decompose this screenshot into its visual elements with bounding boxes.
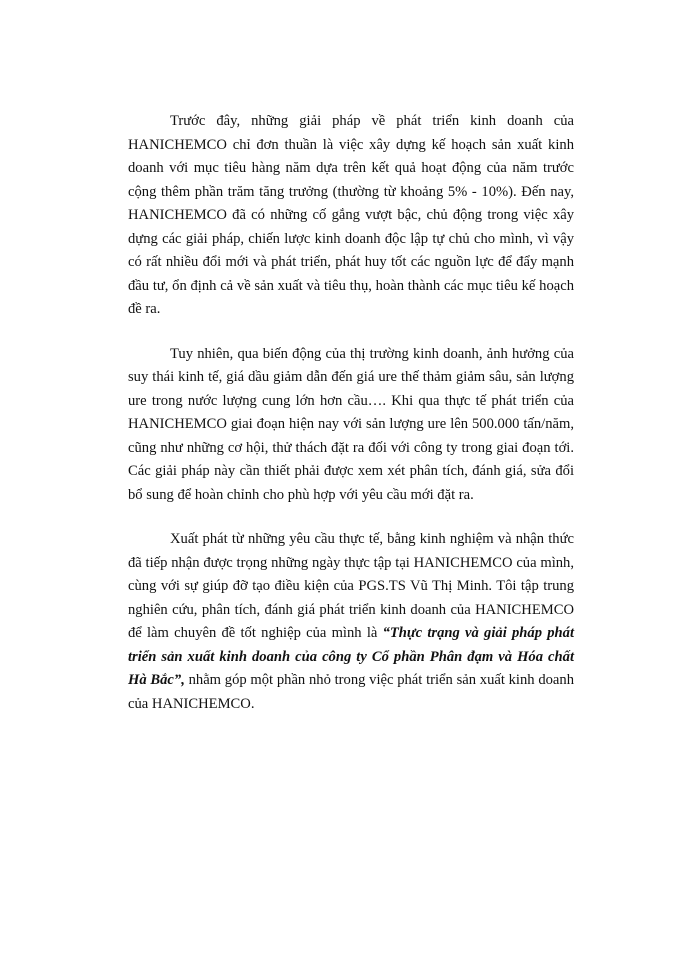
paragraph-3-closing: nhằm góp một phần nhỏ trong việc phát triển sản xuất kinh doanh của HANICHEMCO. <box>128 672 574 712</box>
thesis-title: “Thực trạng và giải pháp phát triển sản xuất kinh doanh của công ty Cổ phần Phân đạm và Hóa chất Hà Bắc”, <box>128 625 575 688</box>
paragraph-2: Tuy nhiên, qua biến động của thị trường kinh doanh, ảnh hưởng của suy thái kinh tế, giá dầu giảm dẫn đến giá ure thế thảm giảm sâu, sản lượng ure trong nước lượng cung lớn hơn cầu…. Khi qua thực tế phát triển của HANICHEMCO giai đoạn hiện nay với sản lượng ure lên 500.000 tấn/năm, cũng như những cơ hội, thử thách đặt ra đối với công ty trong giai đoạn tới. Các giải pháp này cần thiết phải được xem xét phân tích, đánh giá, sửa đổi bổ sung để hoàn chỉnh cho phù hợp với yêu cầu mới đặt ra. <box>128 345 574 503</box>
document-body <box>128 110 574 737</box>
paragraph-1: Trước đây, những giải pháp về phát triển kinh doanh của HANICHEMCO chỉ đơn thuần là việc xây dựng kế hoạch sản xuất kinh doanh với mục tiêu hàng năm dựa trên kết quả hoạt động của năm trước cộng thêm phần trăm tăng trưởng (thường từ khoảng 5% - 10%). Đến nay, HANICHEMCO đã có những cố gắng vượt bậc, chủ động trong việc xây dựng các giải pháp, chiến lược kinh doanh độc lập tự chủ cho mình, vì vậy có rất nhiều đổi mới và phát triển, phát huy tốt các nguồn lực để đẩy mạnh đầu tư, ổn định cả về sản xuất và tiêu thụ, hoàn thành các mục tiêu kế hoạch đề ra. <box>128 113 574 317</box>
paragraph-3 <box>128 528 574 716</box>
paragraph-3-intro: Xuất phát từ những yêu cầu thực tế, bằng kinh nghiệm và nhận thức đã tiếp nhận được trọng những ngày thực tập tại HANICHEMCO của mình, cùng với sự giúp đỡ tạo điều kiện của PGS.TS Vũ Thị Minh. Tôi tập trung nghiên cứu, phân tích, đánh giá phát triển kinh doanh của HANICHEMCO để làm chuyên đề tốt nghiệp của mình là <box>128 531 574 641</box>
